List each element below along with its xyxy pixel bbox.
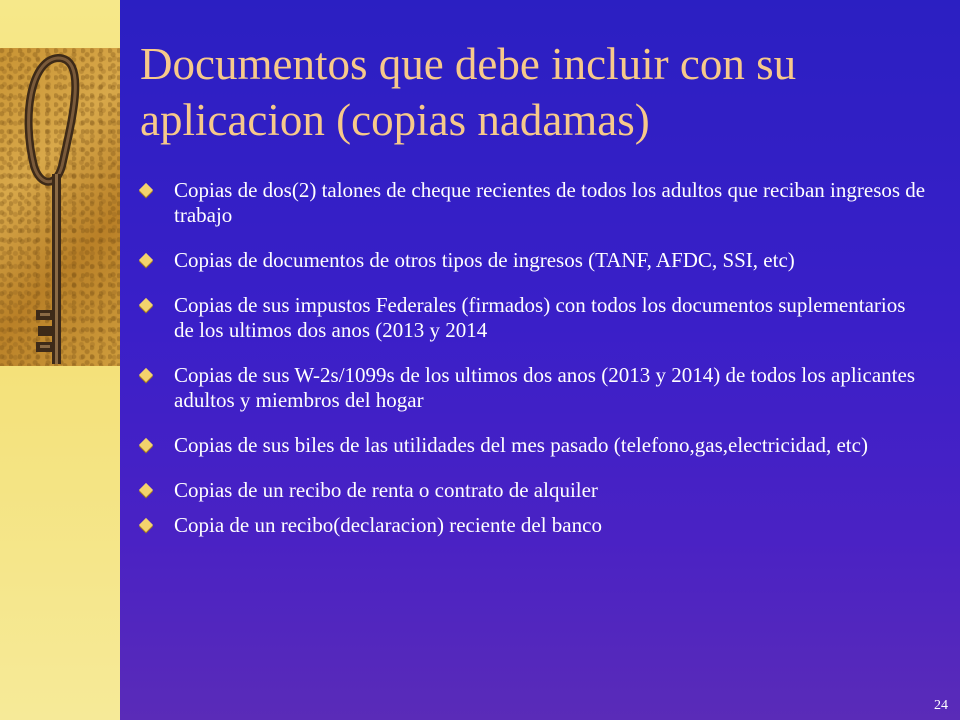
list-item — [138, 433, 928, 458]
diamond-bullet-icon — [139, 183, 153, 197]
list-item — [138, 478, 928, 503]
page-number: 24 — [934, 698, 948, 713]
bullet-list — [138, 178, 928, 558]
bullet-text: Copias de sus biles de las utilidades del mes pasado (telefono,gas,electricidad, etc) — [174, 433, 868, 457]
diamond-bullet-icon — [139, 368, 153, 382]
bullet-text: Copias de dos(2) talones de cheque recientes de todos los adultos que reciban ingresos de trabajo — [174, 178, 926, 227]
diamond-bullet-icon — [139, 438, 153, 452]
diamond-bullet-icon — [139, 298, 153, 312]
bullet-text: Copias de documentos de otros tipos de ingresos (TANF, AFDC, SSI, etc) — [174, 248, 795, 272]
diamond-bullet-icon — [139, 253, 153, 267]
bullet-text: Copias de sus impustos Federales (firmados) con todos los documentos suplementarios de los ultimos dos anos (2013 y 2014 — [174, 293, 906, 342]
list-item — [138, 363, 928, 413]
slide-title: Documentos que debe incluir con su aplicacion (copias nadamas) — [140, 39, 797, 145]
list-item — [138, 248, 928, 273]
list-item — [138, 513, 928, 538]
diamond-bullet-icon — [139, 518, 153, 532]
list-item — [138, 178, 928, 228]
bullet-text: Copias de un recibo de renta o contrato de alquiler — [174, 478, 598, 502]
bullet-text: Copia de un recibo(declaracion) reciente del banco — [174, 513, 602, 537]
key-image-panel — [0, 48, 120, 366]
diamond-bullet-icon — [139, 483, 153, 497]
antique-key-icon — [0, 48, 120, 366]
bullet-text: Copias de sus W-2s/1099s de los ultimos dos anos (2013 y 2014) de todos los aplicantes adultos y miembros del hogar — [174, 363, 915, 412]
list-item — [138, 293, 928, 343]
